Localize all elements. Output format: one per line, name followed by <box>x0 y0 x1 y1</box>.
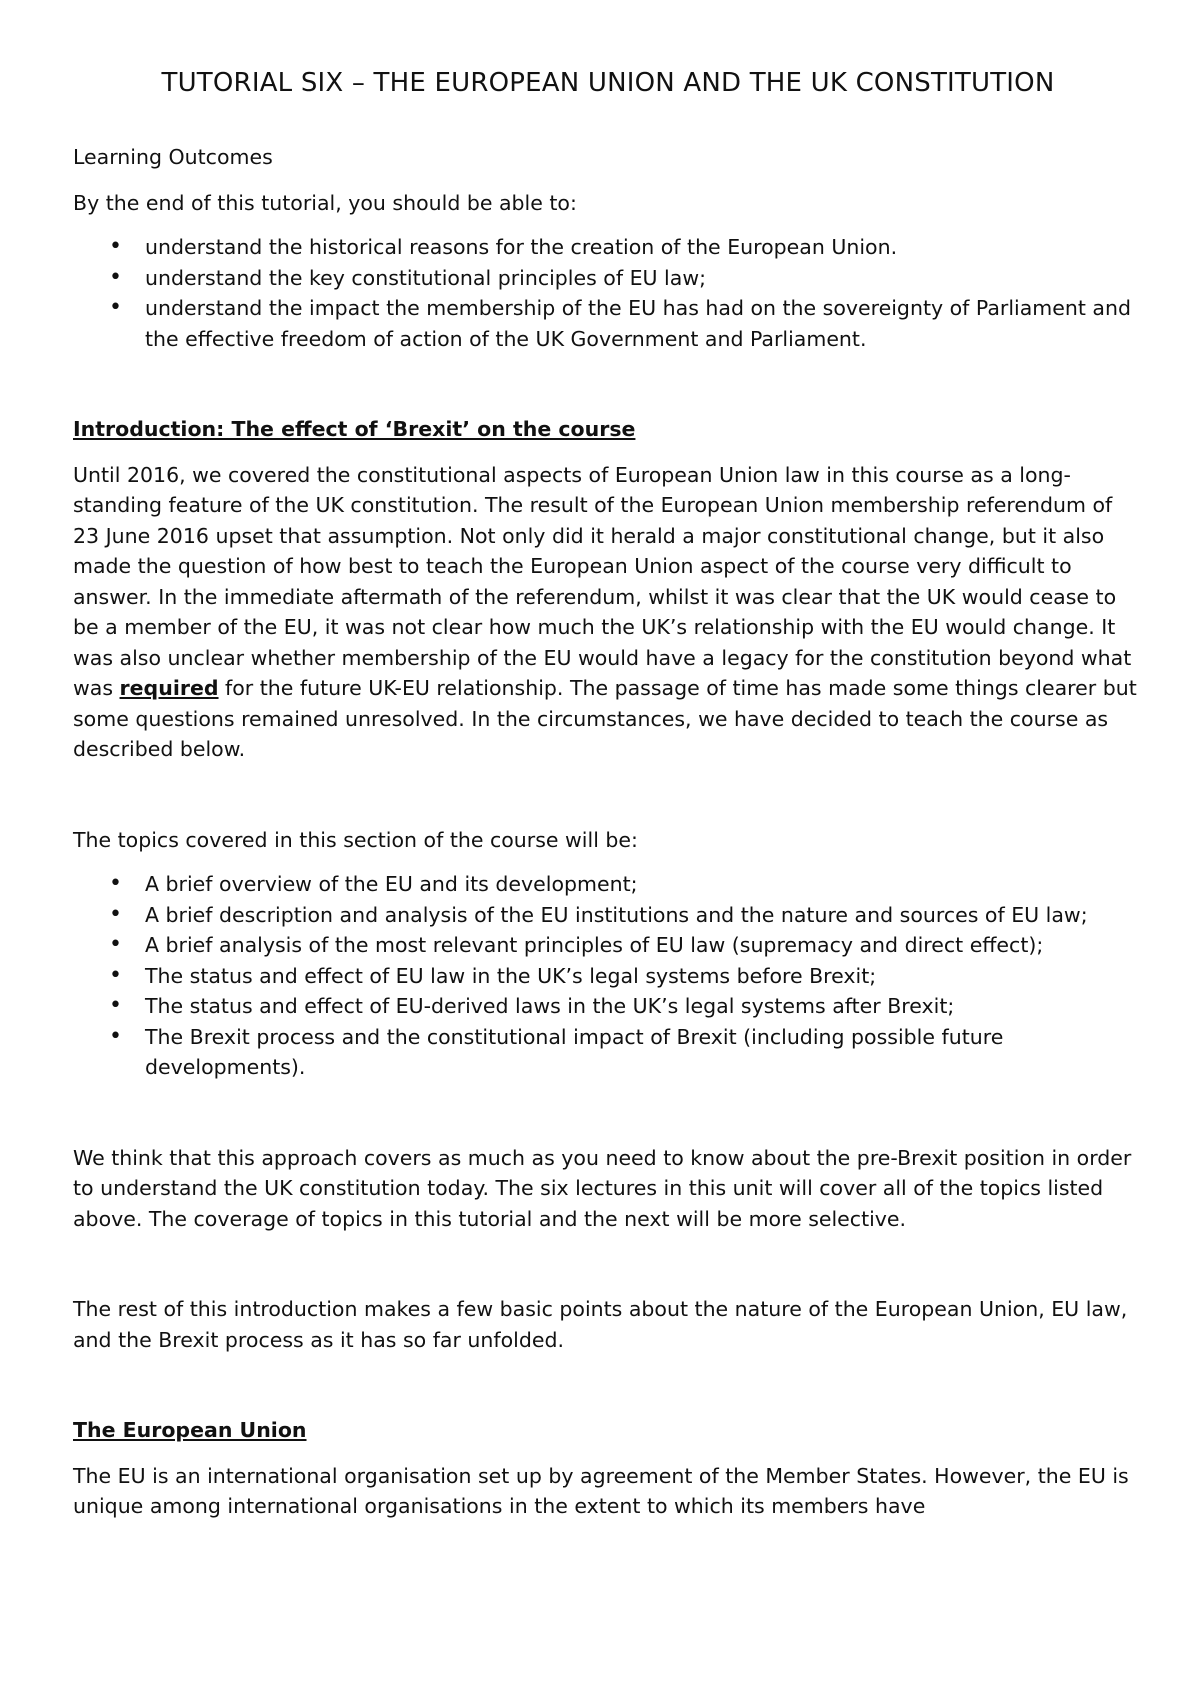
topic-item: • A brief overview of the EU and its development; <box>73 869 1143 900</box>
document-title: TUTORIAL SIX – THE EUROPEAN UNION AND THE UK CONSTITUTION <box>161 68 1055 98</box>
learning-outcomes-heading: Learning Outcomes <box>73 145 273 169</box>
topics-intro: The topics covered in this section of the course will be: <box>73 827 638 852</box>
learning-outcome-item: • understand the impact the membership of the EU has had on the sovereignty of Parliament and the effective freedom of action of the UK Government and Parliament. <box>73 293 1143 354</box>
topics-list <box>73 869 1143 1083</box>
document-page <box>73 66 1143 1522</box>
topic-item: • The status and effect of EU law in the UK’s legal systems before Brexit; <box>73 961 1143 992</box>
introduction-text-part2: for the future UK-EU relationship. The passage of time has made some things clearer but some questions remained unresolved. In the circumstances, we have decided to teach the course as described below. <box>73 676 1137 761</box>
topic-item: • The Brexit process and the constitutional impact of Brexit (including possible future developments). <box>73 1022 1143 1083</box>
learning-outcome-item: • understand the key constitutional principles of EU law; <box>73 263 1143 294</box>
introduction-paragraph <box>73 460 1143 765</box>
introduction-heading: Introduction: The effect of ‘Brexit’ on the course <box>73 417 636 441</box>
approach-paragraph: We think that this approach covers as much as you need to know about the pre-Brexit position in order to understand the UK constitution today. The six lectures in this unit will cover all of the topics listed above. The coverage of topics in this tutorial and the next will be more selective. <box>73 1145 1132 1231</box>
introduction-emphasis: required <box>119 676 219 700</box>
learning-outcomes-intro: By the end of this tutorial, you should be able to: <box>73 190 577 215</box>
introduction-text-part1: Until 2016, we covered the constitutional aspects of European Union law in this course as a long-standing feature of the UK constitution. The result of the European Union membership referendum of 23 June 2016 upset that assumption. Not only did it herald a major constitutional change, but it also made the question of how best to teach the European Union aspect of the course very difficult to answer. In the immediate aftermath of the referendum, whilst it was clear that the UK would cease to be a member of the EU, it was not clear how much the UK’s relationship with the EU would change. It was also unclear whether membership of the EU would have a legacy for the constitution beyond what was <box>73 462 1132 700</box>
rest-paragraph: The rest of this introduction makes a few basic points about the nature of the European Union, EU law, and the Brexit process as it has so far unfolded. <box>73 1297 1128 1352</box>
european-union-paragraph: The EU is an international organisation set up by agreement of the Member States. However, the EU is unique among international organisations in the extent to which its members have <box>73 1463 1129 1518</box>
topic-item: • A brief description and analysis of the EU institutions and the nature and sources of EU law; <box>73 900 1143 931</box>
topic-item: • The status and effect of EU-derived laws in the UK’s legal systems after Brexit; <box>73 991 1143 1022</box>
topic-item: • A brief analysis of the most relevant principles of EU law (supremacy and direct effect); <box>73 930 1143 961</box>
european-union-heading: The European Union <box>73 1418 307 1442</box>
learning-outcomes-list <box>73 232 1143 354</box>
learning-outcome-item: • understand the historical reasons for the creation of the European Union. <box>73 232 1143 263</box>
